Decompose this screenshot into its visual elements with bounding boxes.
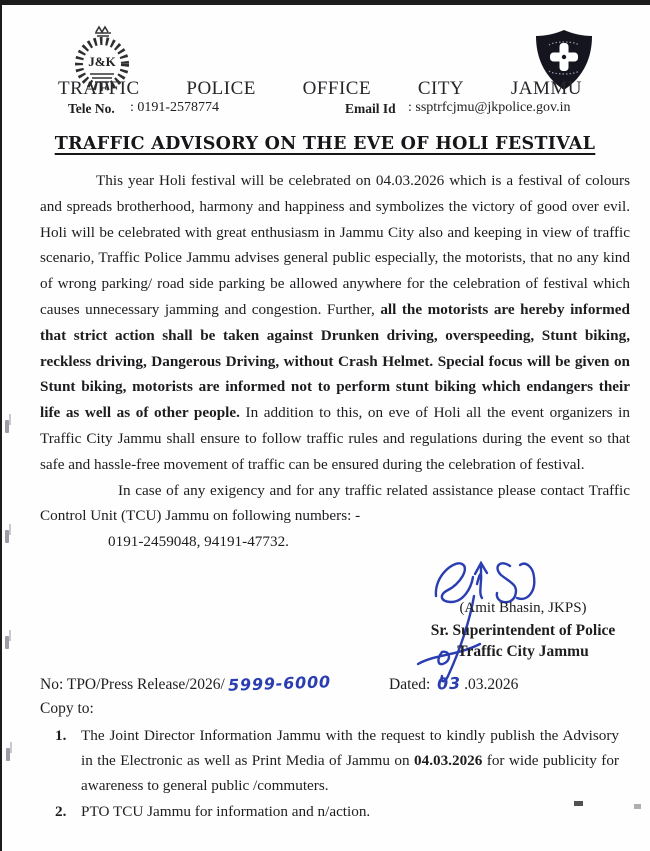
scan-artifact: [5, 530, 9, 543]
list-item-text: [81, 723, 619, 798]
tele-value: : 0191-2578774: [130, 100, 220, 115]
dated-label: Dated:: [389, 676, 431, 693]
signatory-name: (Amit Bhasin, JKPS): [459, 600, 587, 616]
scan-artifact: [6, 748, 10, 761]
scan-top-border: [0, 0, 650, 5]
dated-month-year: .03.2026: [464, 676, 519, 693]
reference-handwritten-number: 5999-6000: [227, 672, 332, 695]
email-value: : ssptrfcjmu@jkpolice.gov.in: [408, 100, 571, 115]
signature-block: [418, 598, 628, 663]
jk-crest-text: J&K: [88, 54, 116, 69]
contact-numbers: 0191-2459048, 94191-47732.: [108, 533, 289, 551]
scan-artifact: [5, 420, 9, 433]
list-item-text-pre: The Joint Director Information Jammu with the request to kindly publish the Advisory in the Electronic as well as Print Media of Jammu on: [81, 727, 619, 769]
signatory-office: Traffic City Jammu: [457, 643, 589, 660]
scan-artifact: [574, 801, 583, 806]
document-body: [40, 168, 630, 555]
list-item: [55, 723, 619, 798]
list-item-number: 1.: [55, 727, 67, 744]
assistance-paragraph: In case of any exigency and for any traffic related assistance please contact Traffic Control Unit (TCU) Jammu on following numbers: -: [40, 481, 630, 525]
scan-artifact: [5, 636, 9, 649]
paragraph-text: This year Holi festival will be celebrated on 04.03.2026 which is a festival of colours and spreads brotherhood, harmony and happiness and symbolizes the victory of good over evil. Holi will be celebrated with great enthusiasm in Jammu City also and keeping in view of traffic scenario, Traffic Police Jammu advises general public especially, the motorists, that no any kind of wrong parking/ road side parking be allowed anywhere for the celebration of festival which causes unnecessary jamming and congestion. Further,: [40, 172, 630, 318]
org-word-police: POLICE: [186, 78, 256, 99]
copy-to-label: Copy to:: [40, 700, 94, 717]
reference-label: No: TPO/Press Release/2026/: [40, 676, 225, 693]
email-label: Email Id: [345, 101, 396, 116]
scan-left-border: [0, 0, 2, 851]
org-word-city: CITY: [417, 78, 465, 99]
dated-handwritten-day: 03: [436, 673, 462, 694]
tele-label: Tele No.: [68, 101, 115, 116]
document-title: TRAFFIC ADVISORY ON THE EVE OF HOLI FESTIVAL: [54, 134, 596, 154]
copy-to-list: [55, 723, 619, 825]
signatory-designation: Sr. Superintendent of Police: [430, 621, 616, 639]
org-name-row: [58, 78, 582, 100]
dated-line: [389, 674, 518, 694]
advisory-paragraph: [40, 168, 630, 478]
paragraph-bold-warning: all the motorists are hereby informed that strict action shall be taken against Drunken driving, overspeeding, Stunt biking, reckless driving, Dangerous Driving, without Crash Helmet. Special focus will be given on Stunt biking, motorists are informed not to perform stunt biking which endangers their life as well as of other people.: [40, 300, 630, 422]
org-word-office: OFFICE: [302, 78, 372, 99]
list-item-number: 2.: [55, 803, 67, 820]
org-word-traffic: TRAFFIC: [58, 78, 140, 99]
list-item-date-bold: 04.03.2026: [414, 752, 483, 769]
list-item-text-post: for wide publicity for awareness to general public /commuters.: [81, 752, 619, 794]
scan-artifact: [634, 804, 641, 809]
paragraph-text: In addition to this, on eve of Holi all the event organizers in Traffic City Jammu shall ensure to follow traffic rules and regulations during the event so that safe and hassle-free movement of traffic can be ensured during the celebration of festival.: [40, 404, 630, 473]
list-item-text: PTO TCU Jammu for information and n/action.: [81, 803, 371, 820]
reference-number-line: [40, 674, 334, 694]
org-word-jammu: JAMMU: [510, 78, 582, 99]
list-item: [55, 799, 619, 824]
